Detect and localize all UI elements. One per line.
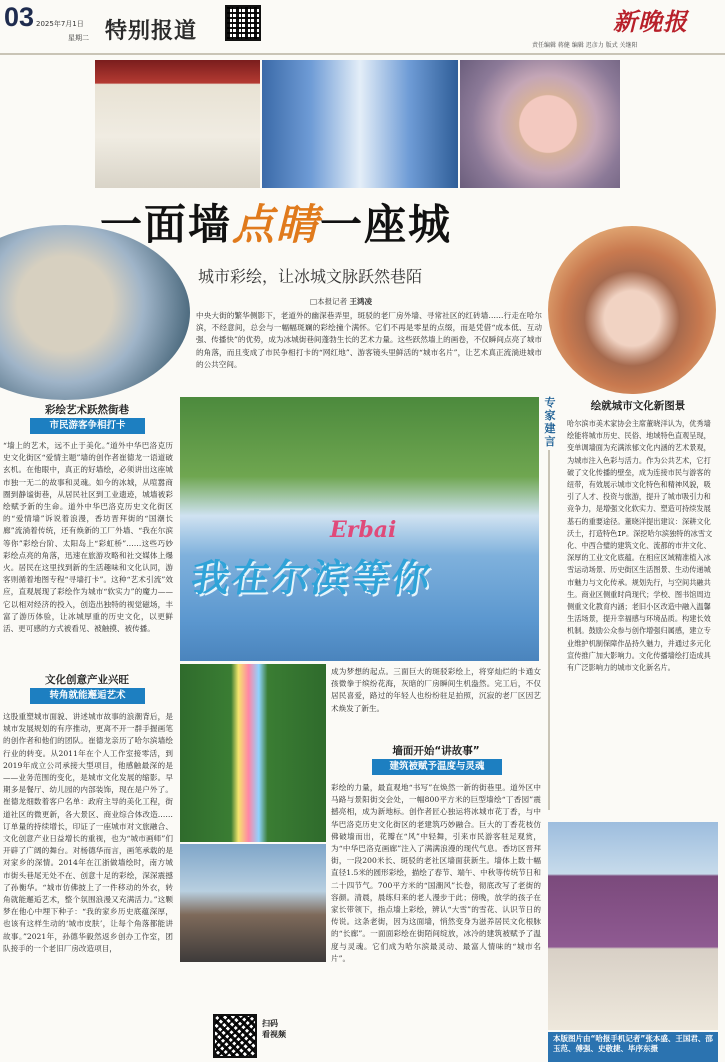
- issue-date: 2025年7月1日: [36, 20, 84, 28]
- headline: [100, 192, 452, 252]
- photo-purple-building-mural: [548, 822, 718, 1030]
- photo-stairs-mural: [180, 397, 539, 661]
- header-qr-code-icon[interactable]: [225, 5, 261, 41]
- expert-heading: 绘就城市文化新图景: [590, 400, 686, 412]
- stairs-slogan-text: 我在尔滨等你: [188, 556, 435, 600]
- byline: [310, 296, 372, 307]
- scan-video-label: 扫码 看视频: [262, 1019, 286, 1039]
- section-heading-2: 文化创意产业兴旺: [45, 674, 129, 686]
- section-subheading-3: 建筑被赋予温度与灵魂: [372, 759, 502, 775]
- lead-paragraph: 中央大街的繁华侧影下，老道外的幽深巷弄里，斑驳的老厂房外墙、寻常社区的红砖墙……行走在哈尔滨，不经意间，总会与一幅幅斑斓的彩绘撞个满怀。它们不再是零星的点缀，而是凭借“成本低、互动强、传播快”的优势，成为冰城街巷间蓬勃生长的艺术力量。这些跃然墙上的画卷，不仅瞬间点亮了城市的角落，而且变成了市民争相打卡的“网红地”、游客镜头里鲜活的“城市名片”，让艺术真正流淌进城市的公共空间。: [196, 311, 542, 369]
- byline-label: □本报记者: [310, 297, 348, 306]
- issue-weekday: 星期二: [68, 34, 89, 42]
- section-heading-1: 彩绘艺术跃然街巷: [45, 404, 129, 416]
- section-title: 特别报道: [105, 19, 198, 44]
- newspaper-masthead: 新晚报: [613, 7, 688, 36]
- photo-couple-mural: [95, 60, 260, 188]
- stairs-script-text: Erbai: [330, 517, 397, 543]
- expert-body: 哈尔滨市美术家协会主席董晓洋认为，优秀墙绘能将城市历史、民俗、地域特色直观呈现，变单调墙面为充满浓郁文化内涵的艺术景观，为城市注入色彩与活力。作为公共艺术，它打破了文化传播的壁垒，成为连接市民与游客的纽带，有效展示城市文化特色和精神风貌，吸引了人才、投资与旅游，提升了城市吸引力和竞争力，是增强文化软实力、塑造可持续发展基石的重要途径。董晓洋提出建议：深耕文化沃土，打造特色IP。深挖哈尔滨独特的冰雪文化、中西合璧的建筑文化、流都的市井文化、深厚的工业文化底蕴。在相应区域精准植入冰雪运动场景、历史街区生活图景、生动传递城市魅力与文化传承。规划先行，与空间共融共生。商业区侧重时尚现代；学校、图书馆周边侧重文化教育内涵；老旧小区改造中融入温馨生活场景，提升幸福感与环境品质。构建长效机制。鼓励公众参与创作增强归属感，建立专业维护机制保障作品持久魅力，并通过多元化宣传推广加大影响力。文化传播墙绘打造成具有广泛影响力的城市文化新名片。: [567, 419, 713, 673]
- photo-portrait-mural: [548, 226, 716, 394]
- photo-credit: 本版图片由“哈报手机记者”张本盛、王国君、邵玉范、傅强、史敬捷、毕序东摄: [548, 1032, 718, 1062]
- section-subheading-2: 转角就能邂逅艺术: [30, 688, 145, 704]
- photo-rainbow-bridge: [180, 664, 326, 842]
- section-body-continued: 成为梦想的起点。三面巨大的斑驳彩绘上，将穿灿烂的卡通女孩微拳于缤纷花海，灰暗的厂房瞬间生机盎然。完工后，不仅居民喜爱，路过的年轻人也纷纷驻足拍照，沉寂的老厂区因艺术焕发了新生。: [331, 667, 541, 713]
- video-qr-code-icon[interactable]: [213, 1014, 257, 1058]
- section-body-2: 这股重塑城市面貌、讲述城市故事的浪潮背后，是城市发展规划的有序推动，更离不开一群手握画笔的创作者和他们的团队。崔德龙亲历了哈尔滨墙绘行业的转变。从2011年在个人工作室接零活，到2019年成立公司承接大型项目，他感触最深的是——业务范围的变化，是城市文化发展的缩影。早期多是餐厅、幼儿园的内部装饰，现在是户外了。崔德龙细数着客户名单：政府主导的美化工程，街道社区的微更新，各大景区、商业综合体改造……订单量的持续增长，印证了一座城市对文旅融合、文化创意产业日益增长的重视，也为“城市画师”们开辟了广阔的舞台。对杨德华而言，画笔承载的是对家乡的深情。2014年在江浙做墙绘时，南方城市街头巷尾无处不在、创意十足的彩绘，深深震撼了孙衡华。“城市仿佛披上了一件移动的外衣，转角就能邂逅艺术，整个氛围浪漫又充满活力。”这颗梦在他心中埋下种子：“我的家乡历史底蕴深厚，也该有这样生动的‘城市皮肤’，让每个角落都能讲故事。”2021年，孙德华毅然返乡创办工作室，团队接手的一个老旧厂房改造项目，: [3, 712, 173, 953]
- section-body-1: “墙上的艺术，远不止于美化。”道外中华巴洛克历史文化街区“爱情主题”墙的创作者崔德龙一语道破玄机。在他眼中，真正的好墙绘，必须讲出这座城市独一无二的故事和灵魂。如今的冰城，从喧嚣商圈到静谧街巷，从居民社区到工业遗迹，城墙被彩绘赋予新的生命。道外中华巴洛克历史文化街区的“爱情墙”诉说着浪漫，香坊晋拜街的“国潮长廊”流淌着传统，还有焕新的工厂外墙、“我在尔滨等你”彩绘台阶、太阳岛上“彩虹桥”……这些巧妙彩绘点亮的角落，迅速在旅游攻略和社交媒体上爆火。居民在这里找到新的生活趣味和文化认同，游客则循着地图专程“寻墙打卡”。这种“艺术引流”效应，直观展现了彩绘作为城市“软实力”的魔力——它以相对经济的投入，创造出独特的视觉磁场，丰富了游历体验，让冰城厚重的历史文化，以更鲜活、更可感的方式被看见、被触摸、被传播。: [3, 441, 173, 634]
- photo-street-parade: [180, 844, 326, 962]
- header-divider: [0, 53, 725, 55]
- section-body-3: 彩绘的力量，最直观地“书写”在焕然一新的街巷里。道外区中马路与景阳街交会处，一幅800平方米的巨型墙绘“丁香园”震撼亮相，成为新地标。创作者匠心独运将冰城市花丁香，与中华巴洛克历史文化街区的老建筑巧妙融合。巨大的丁香花枝仿佛破墙而出，花瓣在“风”中轻舞，引来市民游客驻足观赏，为“中华巴洛克画廊”注入了满满浪漫的现代气息。香坊区晋拜街，一段200米长、斑驳的老社区墙面获新生。墙体上数十幅直径1.5米的圆形彩绘，描绘了春节、端午、中秋等传统节日和二十四节气。700平方米的“国潮风”长卷，彻底改写了老街的容颜。清晨，晨练归来的老人漫步于此；傍晚，放学的孩子在家长带领下，指点墙上彩绘，辨认“大雪”的雪花、认识节日的传说。这条老街，因为这面墙，悄然变身为滋养居民文化根脉的“长廊”。一面面彩绘在街陌间绽放，冰冷的建筑被赋予了温度与灵魂。它们成为哈尔滨最灵动、最富人情味的“城市名片”。: [331, 783, 541, 963]
- section-heading-3: 墙面开始“讲故事”: [392, 745, 480, 757]
- headline-highlight: 点睛: [232, 200, 321, 249]
- headline-part-2: 一座城: [320, 200, 453, 249]
- subheadline: 城市彩绘，让冰城文脉跃然巷陌: [198, 267, 423, 286]
- editor-credits: 责任编辑 蒋健 编辑 迟彦力 版式 关继阳: [532, 42, 638, 49]
- section-subheading-1: 市民游客争相打卡: [30, 418, 145, 434]
- expert-divider: [548, 450, 550, 810]
- page-number: 03: [4, 2, 35, 32]
- photo-anime-girl-mural: [460, 60, 620, 188]
- expert-advice-tag: 专家建言: [544, 396, 556, 448]
- headline-part-1: 一面墙: [100, 200, 233, 249]
- byline-author: 王鸿凌: [349, 297, 372, 306]
- photo-blue-alley-mural: [262, 60, 458, 188]
